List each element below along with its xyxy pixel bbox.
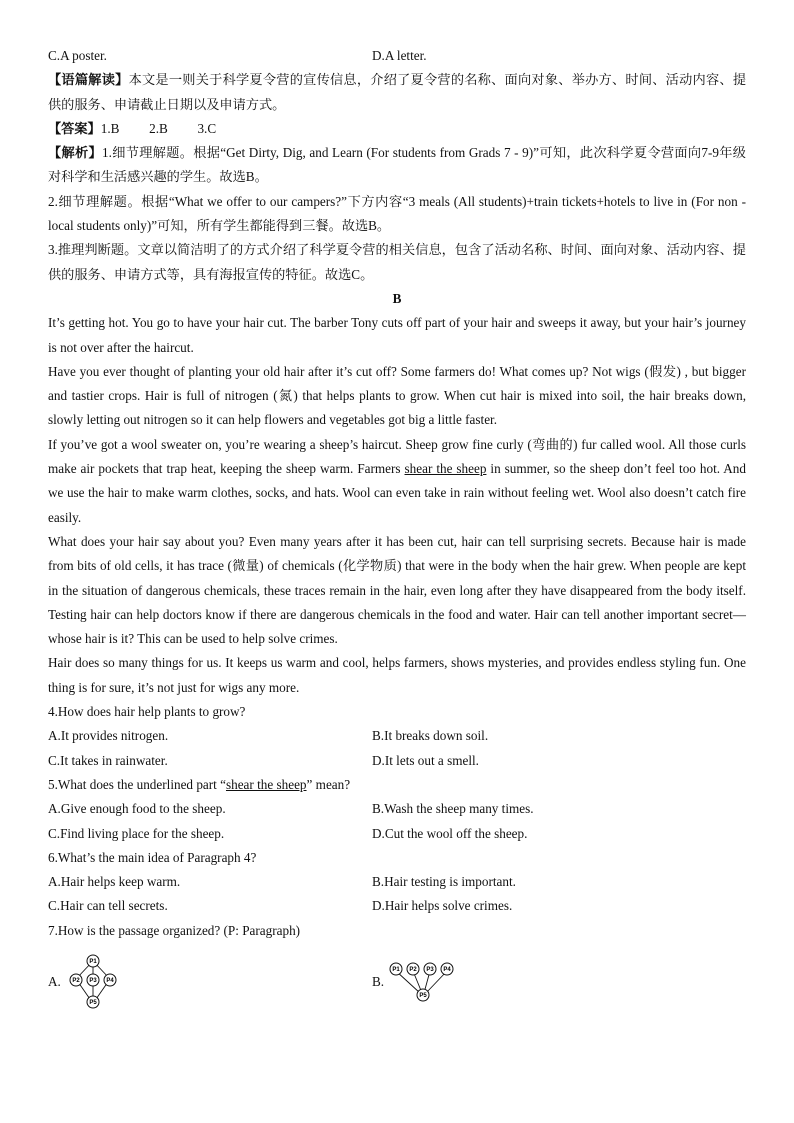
q6-option-d: D.Hair helps solve crimes. (372, 898, 513, 914)
q6-option-c: C.Hair can tell secrets. (48, 898, 168, 914)
passage-paragraph-3 (48, 433, 746, 530)
document-page (48, 44, 746, 1017)
option-d: D.A letter. (372, 48, 427, 63)
node-p5-label: P5 (419, 992, 427, 999)
node-p4-label: P4 (443, 966, 451, 973)
q4-option-b: B.It breaks down soil. (372, 728, 489, 744)
q5-stem-after: ” mean? (306, 776, 351, 792)
question-6-options-ab (48, 870, 746, 894)
reading-analysis-text: 本文是一则关于科学夏令营的宣传信息，介绍了夏令营的名称、面向对象、举办方、时间、活动内容、提供的服务、申请截止日期以及申请方式。 (48, 72, 747, 112)
q4-option-d: D.It lets out a smell. (372, 752, 479, 768)
p3-underlined: shear the sheep (404, 461, 487, 477)
question-7-options (48, 947, 746, 1017)
q7-option-a (48, 947, 372, 1017)
p3-before: If you’ve got a wool sweater on, you’re wearing a sheep’s haircut. Sheep grow fine curly (弯曲的) fur called wool. All those curls make air pockets that trap heat, keeping the sheep warm. Farmers (48, 436, 746, 477)
question-7-stem: 7.How is the passage organized? (P: Paragraph) (48, 922, 301, 938)
question-6-stem: 6.What’s the main idea of Paragraph 4? (48, 849, 257, 865)
reading-analysis-tag: 【语篇解读】 (48, 72, 129, 88)
q6-option-a: A.Hair helps keep warm. (48, 874, 181, 890)
section-heading: B (392, 290, 402, 306)
question-4-options-cd (48, 749, 746, 773)
question-6-options-cd (48, 894, 746, 918)
q7-option-a-label: A. (48, 973, 61, 989)
explanation-1-text: 1.细节理解题。根据“Get Dirty, Dig, and Learn (For students from Grads 7 - 9)”可知，此次科学夏令营面向7-9年级对科学和生活感兴趣的学生。故选B。 (48, 145, 746, 185)
question-4-options-ab (48, 724, 746, 748)
node-p1-label: P1 (392, 966, 400, 973)
option-c: C.A poster. (48, 48, 107, 63)
question-5-options-ab (48, 797, 746, 821)
node-p2-label: P2 (72, 977, 80, 984)
question-5-options-cd (48, 822, 746, 846)
q5-option-b: B.Wash the sheep many times. (372, 801, 534, 817)
answers-tag: 【答案】 (48, 120, 101, 136)
passage-paragraph-2: Have you ever thought of planting your old hair after it’s cut off? Some farmers do! What comes up? Not wigs (假发) , but bigger and tastier crops. Hair is full of nitrogen (氮) that helps plants to grow. When cut hair is mixed into soil, the hair breaks down, slowly letting out nitrogen so it can help flowers and vegetables got big a little faster. (48, 363, 746, 428)
p3-after: in summer, so the sheep don’t feel too hot. And we use the hair to make warm clothes, socks, and hats. Wool can even take in rain without feeling wet. Wool also doesn’t catch fire easily. (48, 461, 746, 525)
reading-analysis (48, 68, 746, 117)
question-4-stem: 4.How does hair help plants to grow? (48, 704, 246, 720)
passage-paragraph-5: Hair does so many things for us. It keeps us warm and cool, helps farmers, shows mysteries, and provides endless styling fun. One thing is for sure, it’s not just for wigs any more. (48, 655, 746, 695)
explanation-tag: 【解析】 (48, 145, 103, 161)
q3-options-row (48, 44, 746, 68)
passage-paragraph-1: It’s getting hot. You go to have your hair cut. The barber Tony cuts off part of your hair and sweeps it away, but your hair’s journey is not over after the haircut. (48, 315, 746, 355)
node-p3-label: P3 (89, 977, 97, 984)
node-p3-label: P3 (426, 966, 434, 973)
q6-option-b: B.Hair testing is important. (372, 874, 516, 890)
q5-stem-before: 5.What does the underlined part “ (48, 776, 226, 792)
q5-option-a: A.Give enough food to the sheep. (48, 801, 226, 817)
node-p4-label: P4 (106, 977, 114, 984)
explanation-2: 2.细节理解题。根据“What we offer to our campers?”下方内容“3 meals (All students)+train tickets+hotels to live in (For non - local students only)”可知，所有学生都能得到三餐。故选B。 (48, 193, 746, 234)
q5-option-d: D.Cut the wool off the sheep. (372, 825, 528, 841)
structure-diagram-a (63, 952, 123, 1012)
q4-option-c: C.It takes in rainwater. (48, 752, 168, 768)
explanation-3: 3.推理判断题。文章以简洁明了的方式介绍了科学夏令营的相关信息，包含了活动名称、时间、面向对象、活动内容、提供的服务、申请方式等，具有海报宣传的特征。故选C。 (48, 242, 746, 282)
explanation-1 (48, 141, 746, 190)
answers-text: 1.B 2.B 3.C (100, 120, 217, 136)
q5-option-c: C.Find living place for the sheep. (48, 825, 225, 841)
q7-option-b (372, 947, 462, 1017)
q4-option-a: A.It provides nitrogen. (48, 728, 169, 744)
passage-paragraph-4: What does your hair say about you? Even many years after it has been cut, hair can tell surprising secrets. Because hair is made from bits of old cells, it has trace (微量) of chemicals (化学物质) that were in the body when the hair grew. When people are kept in the situation of dangerous chemicals, these traces remain in the hair, even long after they have disappeared from the body itself. Testing hair can help doctors know if there are dangerous chemicals in the food and water. Hair can tell another important secret—whose hair is it? This can be used to help solve crimes. (48, 533, 746, 647)
structure-diagram-b (386, 959, 462, 1005)
node-p1-label: P1 (89, 958, 97, 965)
question-5-stem (48, 773, 746, 797)
q7-option-b-label: B. (372, 973, 385, 989)
answers-line (48, 117, 746, 141)
node-p2-label: P2 (409, 966, 417, 973)
node-p5-label: P5 (89, 999, 97, 1006)
q5-stem-underlined: shear the sheep (225, 776, 307, 792)
